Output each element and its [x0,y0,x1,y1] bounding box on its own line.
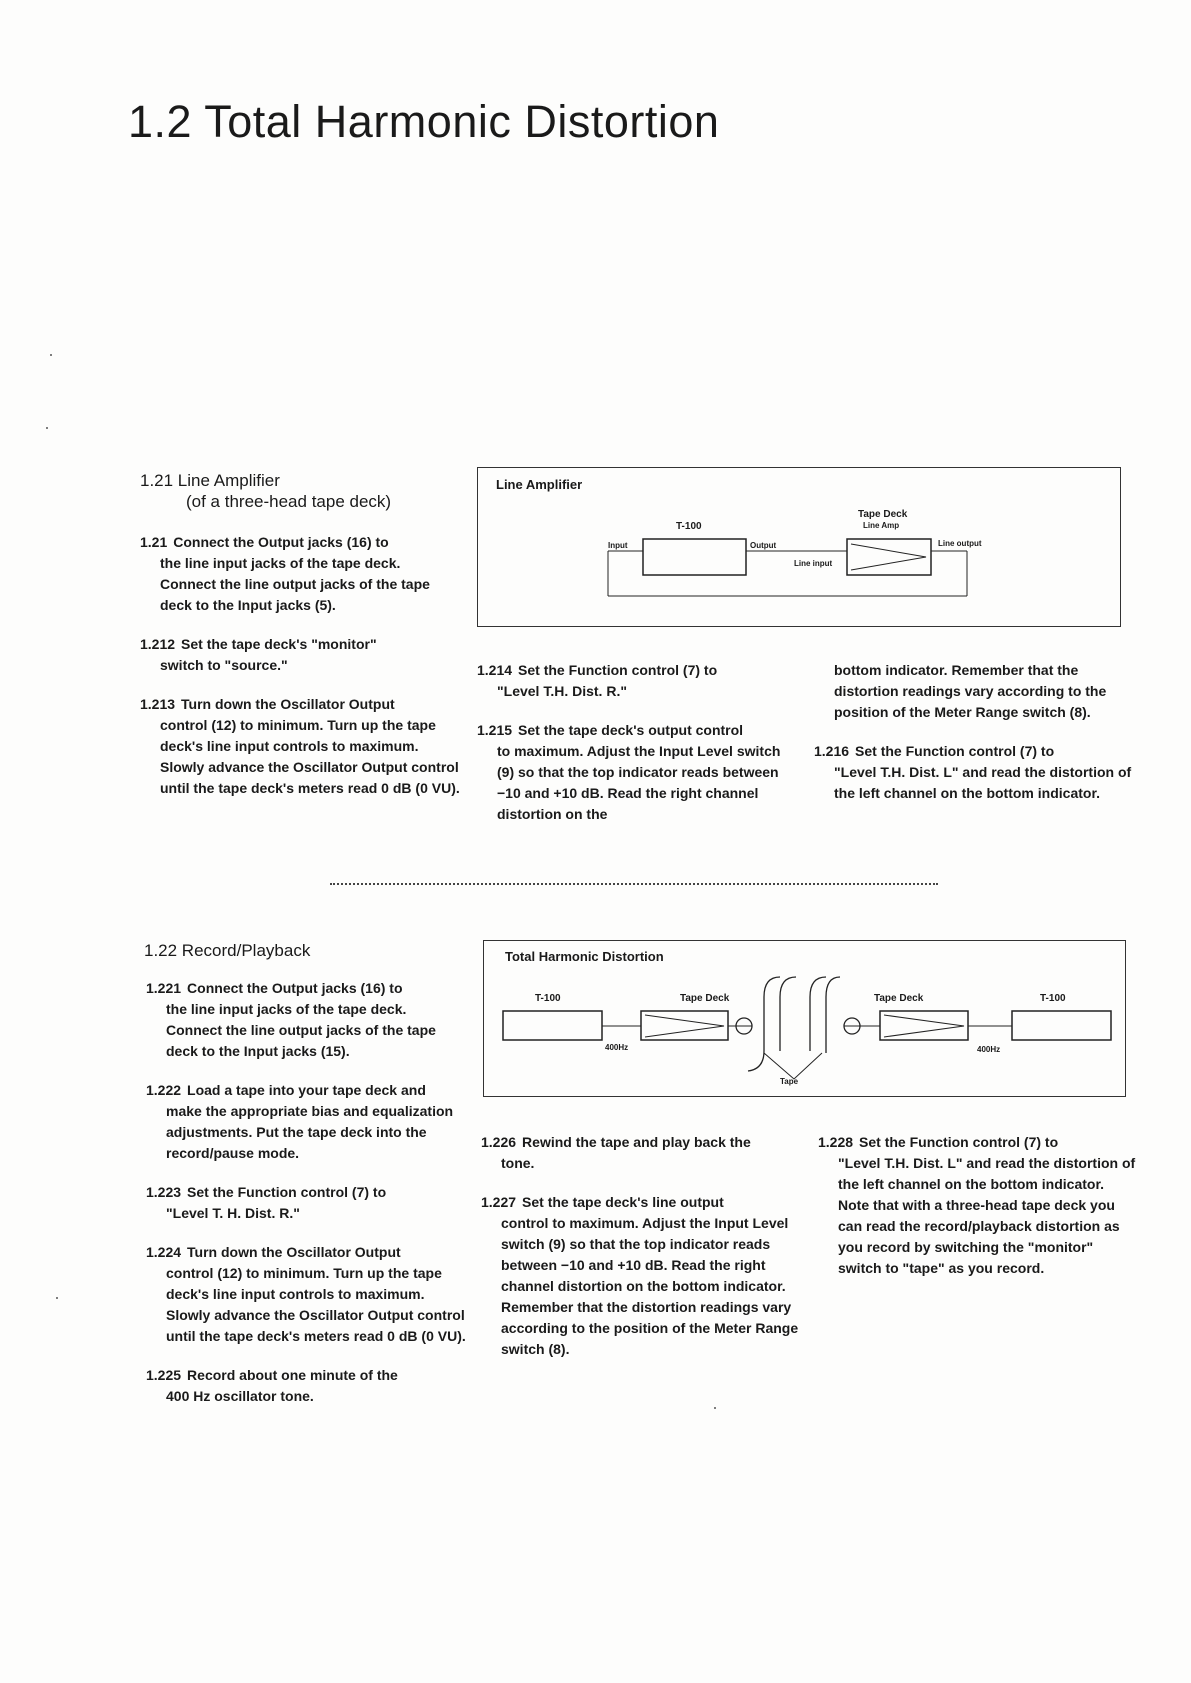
step-1-21: 1.21 Connect the Output jacks (16) to the line input jacks of the tape deck. Connect the line output jacks of the tape deck to the Input jacks (5). [140,534,430,613]
record-playback-schematic [484,941,1125,1096]
step-1-224: 1.224 Turn down the Oscillator Output control (12) to minimum. Turn up the tape deck's line input controls to maximum. Slowly advance the Oscillator Output control until the tape deck's meters read 0 dB (0 VU). [146,1244,466,1344]
section1-middle-column [477,660,797,843]
step-1-221: 1.221 Connect the Output jacks (16) to the line input jacks of the tape deck. Connect the line output jacks of the tape deck to the Input jacks (15). [146,980,436,1059]
section1-left-column [140,532,460,817]
diagram-title: Total Harmonic Distortion [505,949,664,964]
tape-deck-left-label: Tape Deck [680,993,730,1004]
section1-right-column [814,660,1139,822]
total-harmonic-distortion-diagram [483,940,1126,1097]
input-label: Input [608,541,628,550]
section2-right-column [818,1132,1138,1297]
step-1-215: 1.215 Set the tape deck's output control to maximum. Adjust the Input Level switch (9) so that the top indicator reads between −10 and +10 dB. Read the right channel distortion on the [477,722,781,822]
section-heading-line1: 1.21 Line Amplifier [140,471,280,490]
step-1-226: 1.226 Rewind the tape and play back the tone. [481,1134,751,1171]
tape-label: Tape [780,1077,799,1086]
section-heading-line-amplifier [140,470,391,512]
scan-speck [46,427,48,429]
step-1-212: 1.212 Set the tape deck's "monitor" switch to "source." [140,636,377,673]
freq-left-label: 400Hz [605,1043,629,1052]
scan-speck [714,1407,716,1409]
step-1-213: 1.213 Turn down the Oscillator Output control (12) to minimum. Turn up the tape deck's line input controls to maximum. Slowly advance the Oscillator Output control until the tape deck's meters read 0 dB (0 VU). [140,696,460,796]
t100-label: T-100 [676,521,702,532]
step-1-215-continued: bottom indicator. Remember that the distortion readings vary according to the position of the Meter Range switch (8). [834,662,1107,720]
page-title: 1.2 Total Harmonic Distortion [128,96,720,147]
tape-deck-right-label: Tape Deck [874,993,924,1004]
line-amplifier-schematic [478,468,1120,626]
step-1-223: 1.223 Set the Function control (7) to "Level T. H. Dist. R." [146,1184,387,1221]
step-1-216: 1.216 Set the Function control (7) to "Level T.H. Dist. L" and read the distortion of the left channel on the bottom indicator. [814,743,1132,801]
scan-speck [56,1297,58,1299]
scan-speck [50,354,52,356]
tape-deck-label: Tape Deck [858,509,908,520]
t100-left-label: T-100 [535,993,561,1004]
line-input-label: Line input [794,559,833,568]
line-amplifier-diagram [477,467,1121,627]
line-output-label: Line output [938,539,982,548]
t100-right-label: T-100 [1040,993,1066,1004]
section2-middle-column [481,1132,801,1378]
section2-left-column [146,978,466,1425]
diagram-title: Line Amplifier [496,477,583,492]
output-label: Output [750,541,777,550]
line-amp-label: Line Amp [863,521,900,530]
step-1-228: 1.228 Set the Function control (7) to "Level T.H. Dist. L" and read the distortion of the left channel on the bottom indicator. Note that with a three-head tape deck you can read the record/playback distortion as you record by switching the "monitor" switch to "tape" as you record. [818,1134,1136,1276]
step-1-227: 1.227 Set the tape deck's line output control to maximum. Adjust the Input Level switch (9) so that the top indicator reads between −10 and +10 dB. Read the right channel distortion on the bottom indicator. Remember that the distortion readings vary according to the position of the Meter Range switch (8). [481,1194,799,1357]
step-1-225: 1.225 Record about one minute of the 400 Hz oscillator tone. [146,1367,398,1404]
section-divider [330,883,938,885]
step-1-214: 1.214 Set the Function control (7) to "Level T.H. Dist. R." [477,662,718,699]
section-heading-record-playback: 1.22 Record/Playback [144,941,311,960]
freq-right-label: 400Hz [977,1045,1001,1054]
step-1-222: 1.222 Load a tape into your tape deck and make the appropriate bias and equalization adjustments. Put the tape deck into the record/pause mode. [146,1082,454,1161]
section-heading-line2: (of a three-head tape deck) [186,492,392,511]
